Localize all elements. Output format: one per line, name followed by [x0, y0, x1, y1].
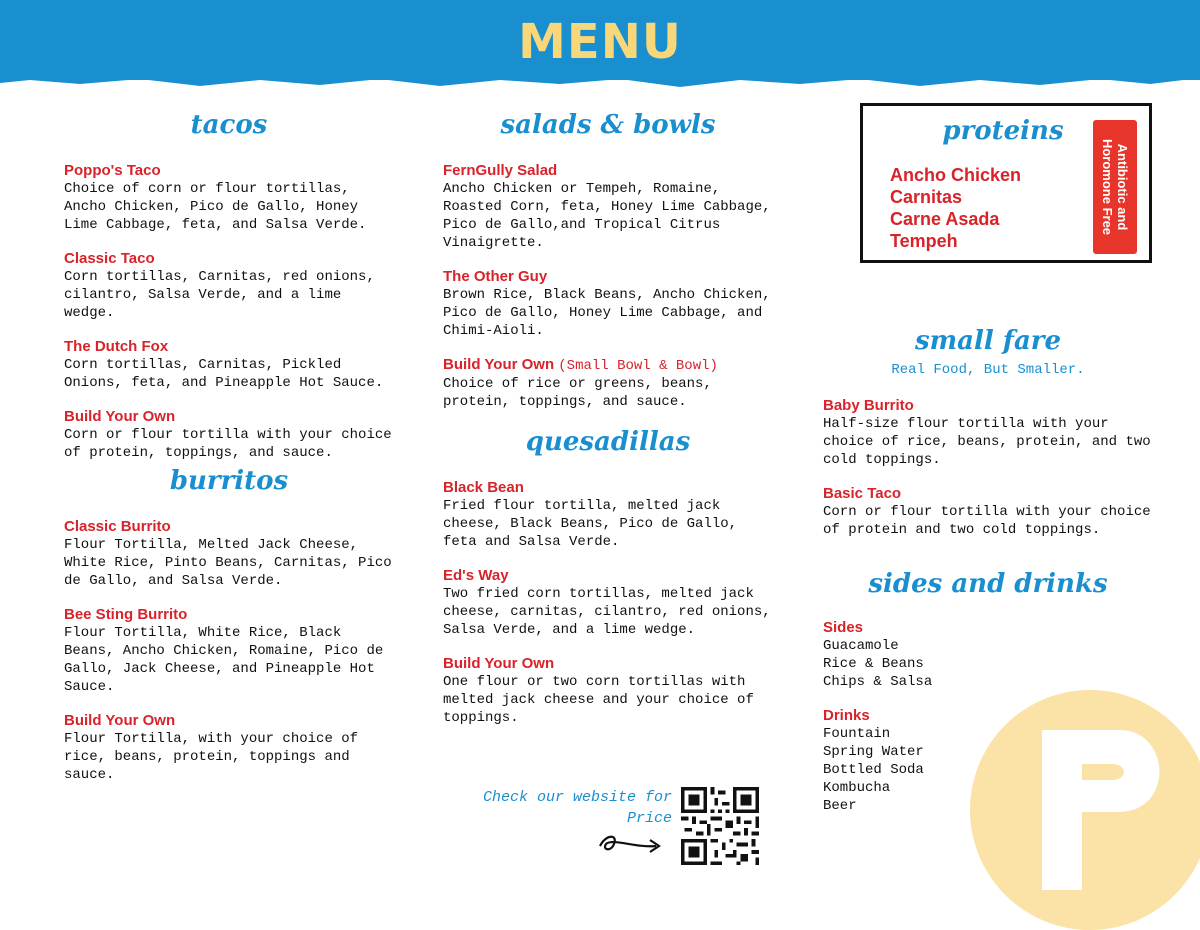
section-title-proteins: proteins	[942, 116, 1064, 146]
menu-item	[64, 162, 394, 234]
item-description: Corn tortillas, Carnitas, Pickled Onions, feta, and Pineapple Hot Sauce.	[64, 357, 384, 391]
item-name: Build Your Own	[64, 408, 176, 425]
drink-item: Beer	[823, 798, 857, 814]
menu-item	[443, 655, 773, 727]
section-title-quesadillas: quesadillas	[525, 427, 691, 457]
column-salads-quesadillas	[443, 110, 773, 743]
drink-item: Fountain	[823, 726, 891, 742]
protein-item: Carne Asada	[890, 209, 1000, 229]
menu-item	[64, 712, 394, 784]
curly-arrow-icon	[596, 830, 666, 860]
item-size-note: (Small Bowl & Bowl)	[558, 358, 718, 374]
item-description: Flour Tortilla, Melted Jack Cheese, White Rice, Pinto Beans, Carnitas, Pico de Gallo, and Salsa Verde.	[64, 537, 392, 589]
menu-item	[64, 518, 394, 590]
antibiotic-free-badge	[1093, 120, 1137, 254]
item-description: Flour Tortilla, with your choice of rice, beans, protein, toppings and sauce.	[64, 731, 359, 783]
sides-list	[823, 619, 1153, 691]
small-fare-list	[823, 397, 1153, 539]
protein-item: Tempeh	[890, 231, 958, 251]
menu-item	[823, 485, 1153, 539]
item-description: Half-size flour tortilla with your choice of rice, beans, protein, and two cold toppings.	[823, 416, 1151, 468]
website-note-line1: Check our website for	[482, 789, 672, 806]
item-description: Choice of corn or flour tortillas, Ancho Chicken, Pico de Gallo, Honey Lime Cabbage, feta, and Salsa Verde.	[64, 181, 367, 233]
section-title-salads-bowls: salads & bowls	[500, 110, 716, 140]
item-name: Classic Burrito	[64, 518, 171, 535]
item-description: Flour Tortilla, White Rice, Black Beans, Ancho Chicken, Romaine, Pico de Gallo, Jack Cheese, and Pineapple Hot Sauce.	[64, 625, 384, 695]
website-note-line2: Price	[626, 810, 672, 827]
item-description: Brown Rice, Black Beans, Ancho Chicken, Pico de Gallo, Honey Lime Cabbage, and Chimi-Aioli.	[443, 287, 771, 339]
item-description: Fried flour tortilla, melted jack cheese, Black Beans, Pico de Gallo, feta and Salsa Verde.	[443, 498, 738, 550]
menu-item	[64, 250, 394, 322]
menu-item	[443, 567, 773, 639]
item-name: Bee Sting Burrito	[64, 606, 188, 623]
item-name: The Dutch Fox	[64, 338, 169, 355]
drink-item: Kombucha	[823, 780, 891, 796]
banner-brush-edge	[0, 70, 1200, 92]
item-name: Classic Taco	[64, 250, 155, 267]
sides-label: Sides	[823, 619, 864, 636]
item-description: One flour or two corn tortillas with melted jack cheese and your choice of toppings.	[443, 674, 754, 726]
salads-list	[443, 162, 773, 411]
protein-item: Ancho Chicken	[890, 165, 1022, 185]
side-item: Rice & Beans	[823, 656, 924, 672]
tacos-list	[64, 162, 394, 462]
item-name: Basic Taco	[823, 485, 902, 502]
item-description: Choice of rice or greens, beans, protein, toppings, and sauce.	[443, 376, 712, 410]
website-price-note	[447, 787, 672, 829]
qr-code-icon[interactable]	[681, 787, 759, 865]
item-description: Ancho Chicken or Tempeh, Romaine, Roasted Corn, feta, Honey Lime Cabbage, Pico de Gallo,and Tropical Citrus Vinaigrette.	[443, 181, 771, 251]
section-title-sides-drinks: sides and drinks	[868, 569, 1108, 599]
section-title-small-fare: small fare	[914, 326, 1062, 356]
item-name: The Other Guy	[443, 268, 548, 285]
menu-item	[443, 162, 773, 252]
menu-item	[64, 338, 394, 392]
drinks-label: Drinks	[823, 707, 870, 724]
item-name: FernGully Salad	[443, 162, 558, 179]
drink-item: Bottled Soda	[823, 762, 924, 778]
column-tacos-burritos	[64, 110, 394, 800]
item-name-text: Build Your Own	[443, 356, 555, 373]
item-name: Build Your Own	[64, 712, 176, 729]
section-title-burritos: burritos	[169, 466, 289, 496]
item-name: Ed's Way	[443, 567, 509, 584]
item-description: Corn tortillas, Carnitas, red onions, cilantro, Salsa Verde, and a lime wedge.	[64, 269, 375, 321]
item-name	[443, 356, 773, 375]
item-name: Poppo's Taco	[64, 162, 161, 179]
item-name: Black Bean	[443, 479, 524, 496]
side-item: Chips & Salsa	[823, 674, 933, 690]
item-name: Build Your Own	[443, 655, 555, 672]
protein-item: Carnitas	[890, 187, 963, 207]
badge-text: Antibiotic and Horomone Free	[1100, 138, 1130, 236]
menu-item	[443, 479, 773, 551]
item-description: Two fried corn tortillas, melted jack cheese, carnitas, cilantro, red onions, Salsa Verde, and a lime wedge.	[443, 586, 771, 638]
item-description: Corn or flour tortilla with your choice of protein, toppings, and sauce.	[64, 427, 392, 461]
item-name: Baby Burrito	[823, 397, 914, 414]
section-title-tacos: tacos	[190, 110, 268, 140]
menu-title: MENU	[518, 14, 682, 70]
menu-item	[443, 356, 773, 411]
item-description: Corn or flour tortilla with your choice of protein and two cold toppings.	[823, 504, 1151, 538]
drink-item: Spring Water	[823, 744, 924, 760]
proteins-box	[860, 103, 1152, 263]
menu-item	[823, 397, 1153, 469]
proteins-list	[890, 164, 1021, 252]
burritos-list	[64, 518, 394, 784]
menu-item	[64, 408, 394, 462]
small-fare-tagline: Real Food, But Smaller.	[891, 362, 1085, 378]
menu-item	[64, 606, 394, 696]
poppo-logo-icon	[970, 690, 1200, 930]
side-item: Guacamole	[823, 638, 899, 654]
quesadillas-list	[443, 479, 773, 727]
menu-item	[443, 268, 773, 340]
